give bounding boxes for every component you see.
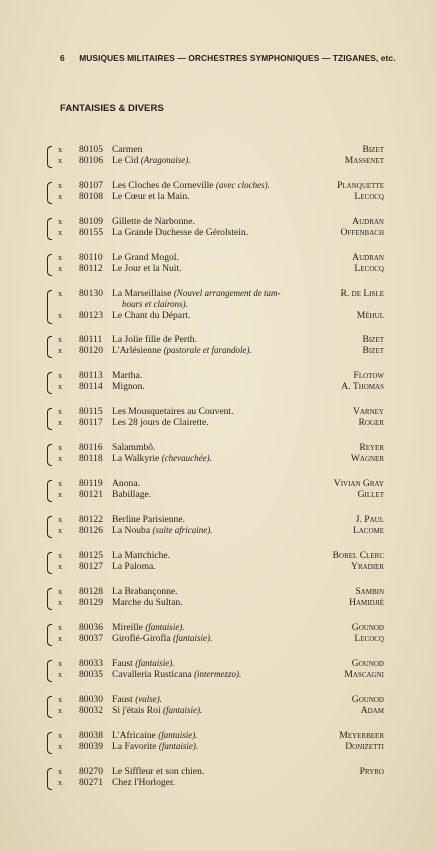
record-number: 80033 [79,658,103,669]
record-composer: R. de Lisle [340,288,384,299]
record-row [0,345,436,356]
record-number: 80129 [79,597,103,608]
record-number: 80114 [79,381,103,392]
record-title-text: Gillette de Narbonne. [112,216,195,227]
record-mark: x [58,370,63,380]
record-composer: J. Paul [355,514,384,525]
record-title-text: Le Cid [112,155,139,166]
record-title [112,191,190,202]
record-composer: Méhul [356,310,384,321]
record-row [0,741,436,752]
record-mark: x [58,417,63,427]
record-title [112,669,241,680]
record-composer: Meyerbeer [339,730,384,741]
record-mark: x [58,155,63,165]
record-composer: Gillet [357,489,384,500]
record-row [0,453,436,464]
record-title [112,525,213,536]
record-mark: x [58,741,63,751]
record-title [112,453,212,464]
record-mark: x [58,381,63,391]
record-note-continued: bours et clairons). [122,299,188,309]
record-title [112,144,142,155]
record-composer: Wagner [350,453,384,464]
record-title [112,216,195,227]
record-title-text: Martha. [112,370,143,381]
record-row [0,417,436,428]
record-note: (valse). [135,694,162,704]
record-title-text: Salammbô. [112,442,156,453]
record-title-text: La Marseillaise [112,288,172,299]
record-row [0,227,436,238]
record-number: 80115 [79,406,103,417]
record-note: (suite africaine). [152,525,213,535]
record-title-text: La Walkyrie [112,453,160,464]
record-row [0,622,436,633]
record-title [112,227,248,238]
record-title-text: La Mattchiche. [112,550,171,561]
record-number: 80119 [79,478,103,489]
record-composer: Lecocq [354,191,384,202]
record-title-text: Cavalleria Rusticana [112,669,192,680]
record-number: 80270 [79,766,103,777]
record-composer: Hamidjié [349,597,384,608]
record-row [0,658,436,669]
record-mark: x [58,633,63,643]
record-row [0,561,436,572]
record-composer: Adam [360,705,384,716]
record-mark: x [58,191,63,201]
record-row [0,514,436,525]
record-title-text: Les Cloches de Corneville [112,180,214,191]
record-mark: x [58,597,63,607]
record-title-text: Le Cœur et la Main. [112,191,190,202]
record-note: (fantaisie). [158,730,198,740]
record-note: (fantaisie). [145,622,185,632]
record-number: 80120 [79,345,103,356]
record-title-text: La Paloma. [112,561,156,572]
record-number: 80036 [79,622,103,633]
record-title [112,694,162,705]
record-mark: x [58,180,63,190]
record-row [0,669,436,680]
page-number: 6 [60,53,65,63]
record-composer: Yradier [351,561,384,572]
record-composer: Planquette [337,180,384,191]
record-title-text: Le Grand Mogol. [112,252,179,263]
record-mark: x [58,227,63,237]
record-composer: Vivian Gray [333,478,384,489]
record-number: 80123 [79,310,103,321]
record-mark: x [58,550,63,560]
record-title [112,777,175,788]
record-title [112,252,179,263]
record-title-text: La Nouba [112,525,151,536]
record-row [0,633,436,644]
record-composer: Audran [352,252,384,263]
record-title-text: Faust [112,658,133,669]
record-title [112,370,142,381]
record-number: 80107 [79,180,103,191]
record-title-text: Berline Parisienne. [112,514,185,525]
record-number: 80030 [79,694,103,705]
record-mark: x [58,705,63,715]
record-number: 80118 [79,453,103,464]
record-note: (Aragonaise). [140,155,191,165]
record-number: 80032 [79,705,103,716]
record-composer: Donizetti [345,741,384,752]
record-mark: x [58,144,63,154]
record-number: 80271 [79,777,103,788]
record-row [0,370,436,381]
record-mark: x [58,216,63,226]
record-title-text: Faust [112,694,133,705]
record-note: (intermezzo). [194,669,242,679]
record-mark: x [58,345,63,355]
record-row [0,288,436,309]
record-title-text: Marche du Sultan. [112,597,183,608]
record-composer: A. Thomas [341,381,384,392]
record-mark: x [58,263,63,273]
record-note: (pastorale et farandole). [163,345,252,355]
record-composer: Gounod [351,658,384,669]
record-note: (Nouvel arrangement de tam- [173,288,281,298]
section-title: FANTAISIES & DIVERS [60,103,164,114]
record-composer: Reyer [359,442,384,453]
record-title-text: La Jolie fille de Perth. [112,334,197,345]
record-title [112,705,202,716]
record-mark: x [58,442,63,452]
record-mark: x [58,489,63,499]
record-title [112,406,234,417]
record-title-text: Les Mousquetaires au Couvent. [112,406,234,417]
record-title-text: Giroflé-Girofla [112,633,171,644]
record-note: (fantaisie). [173,633,213,643]
record-number: 80126 [79,525,103,536]
record-title [112,334,197,345]
record-number: 80111 [79,334,103,345]
record-row [0,442,436,453]
record-mark: x [58,622,63,632]
record-row [0,694,436,705]
record-row [0,489,436,500]
record-title [112,550,170,561]
record-mark: x [58,310,63,320]
record-number: 80035 [79,669,103,680]
record-row [0,597,436,608]
record-note: (chevauchée). [161,453,212,463]
record-mark: x [58,658,63,668]
record-title [112,489,151,500]
record-title-text: Carmen [112,144,143,155]
record-title [112,561,156,572]
record-title-text: L'Africaine [112,730,156,741]
record-title [112,417,209,428]
record-row [0,406,436,417]
record-mark: x [58,525,63,535]
record-title-text: Le Siffleur et son chien. [112,766,205,777]
record-composer: Bizet [362,144,384,155]
record-composer: Audran [352,216,384,227]
record-row [0,155,436,166]
record-title [112,766,204,777]
record-row [0,550,436,561]
record-composer: Roger [358,417,384,428]
record-composer: Lacome [352,525,384,536]
record-composer: Varney [352,406,384,417]
record-title [112,288,281,310]
record-number: 80117 [79,417,103,428]
record-mark: x [58,669,63,679]
record-mark: x [58,766,63,776]
record-mark: x [58,694,63,704]
record-title-text: La Favorite [112,741,157,752]
record-mark: x [58,288,63,298]
record-row [0,263,436,274]
record-title [112,741,198,752]
record-composer: Gounod [351,694,384,705]
record-composer: Pryro [359,766,384,777]
record-title [112,658,174,669]
record-title [112,633,212,644]
record-row [0,180,436,191]
record-number: 80109 [79,216,103,227]
record-mark: x [58,561,63,571]
record-title-text: La Grande Duchesse de Gérolstein. [112,227,249,238]
record-number: 80116 [79,442,103,453]
record-mark: x [58,478,63,488]
record-number: 80108 [79,191,103,202]
record-title-text: Si j'étais Roi [112,705,161,716]
record-mark: x [58,406,63,416]
record-row [0,705,436,716]
record-number: 80128 [79,586,103,597]
record-row [0,730,436,741]
record-number: 80112 [79,263,103,274]
record-mark: x [58,730,63,740]
record-row [0,252,436,263]
record-title [112,597,183,608]
record-number: 80105 [79,144,103,155]
record-number: 80121 [79,489,103,500]
record-title [112,478,140,489]
record-composer: Mascagni [344,669,384,680]
record-composer: Gounod [351,622,384,633]
record-title [112,442,155,453]
record-title [112,586,178,597]
record-row [0,478,436,489]
record-mark: x [58,777,63,787]
record-number: 80155 [79,227,103,238]
record-number: 80106 [79,155,103,166]
record-row [0,777,436,788]
record-row [0,216,436,227]
record-title-text: Les 28 jours de Clairette. [112,417,209,428]
record-number: 80039 [79,741,103,752]
record-title [112,514,185,525]
record-composer: Offenbach [340,227,384,238]
page-header [60,53,396,63]
record-composer: Lecocq [354,633,384,644]
record-title [112,381,145,392]
record-row [0,766,436,777]
record-title [112,622,185,633]
record-composer: Flotow [353,370,384,381]
record-title [112,155,191,166]
record-number: 80038 [79,730,103,741]
record-composer: Massenet [344,155,384,166]
record-title-text: Le Jour et la Nuit. [112,263,182,274]
record-row [0,381,436,392]
record-number: 80113 [79,370,103,381]
record-row [0,144,436,155]
record-row [0,191,436,202]
running-title: MUSIQUES MILITAIRES — ORCHESTRES SYMPHONIQUES — TZIGANES, etc. [79,53,396,63]
record-title-text: Babillage. [112,489,152,500]
record-composer: Sambin [355,586,384,597]
record-mark: x [58,514,63,524]
record-title [112,730,197,741]
record-row [0,525,436,536]
record-composer: Bizet [362,334,384,345]
record-title-text: La Brabançonne. [112,586,178,597]
record-note: (fantaisie). [163,705,203,715]
record-row [0,586,436,597]
record-title [112,180,270,191]
record-note: (fantaisie). [158,741,199,751]
record-number: 80127 [79,561,103,572]
record-number: 80130 [79,288,103,299]
record-composer: Lecocq [354,263,384,274]
record-number: 80037 [79,633,103,644]
record-title-text: Chez l'Horloger. [112,777,176,788]
record-note: (fantaisie). [135,658,175,668]
record-title [112,310,190,321]
record-note: (avec cloches). [215,180,270,190]
record-title-text: Mignon. [112,381,145,392]
record-row [0,334,436,345]
record-title-text: Le Chant du Départ. [112,310,191,321]
record-title [112,263,182,274]
record-title-text: Anona. [112,478,140,489]
record-composer: Bizet [362,345,384,356]
record-number: 80125 [79,550,103,561]
record-title [112,345,252,356]
record-mark: x [58,453,63,463]
record-mark: x [58,252,63,262]
record-title-text: L'Arlésienne [112,345,162,356]
record-row [0,310,436,321]
record-mark: x [58,334,63,344]
record-composer: Borel Clerc [332,550,384,561]
record-number: 80110 [79,252,103,263]
record-title-text: Mireille [112,622,143,633]
record-mark: x [58,586,63,596]
record-number: 80122 [79,514,103,525]
